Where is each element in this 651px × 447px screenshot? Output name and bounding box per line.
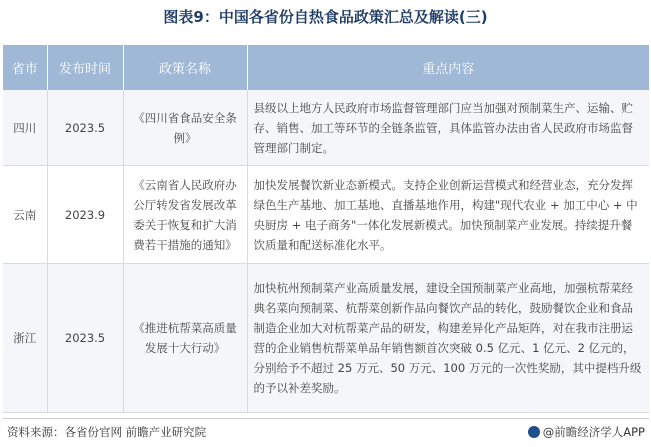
- brand-credit: [528, 424, 645, 440]
- table-row: [3, 264, 649, 413]
- header-policy: 政策名称: [123, 45, 247, 90]
- cell-policy: 《四川省食品安全条例》: [123, 90, 247, 166]
- source-note: 资料来源：各省份官网 前瞻产业研究院: [7, 425, 207, 439]
- table-header-row: [3, 45, 649, 90]
- cell-province: 云南: [3, 166, 47, 264]
- brand-text: @前瞻经济学人APP: [542, 425, 645, 439]
- cell-content: 加快发展餐饮新业态新模式。支持企业创新运营模式和经营业态，充分发挥绿色生产基地、加工基地、直播基地作用，构建"现代农业 + 加工中心 + 中央厨房 + 电子商务"一体化发展新模式。加快预制菜产业发展。持续提升餐饮质量和配送标准化水平。: [247, 166, 649, 264]
- cell-date: 2023.5: [47, 90, 123, 166]
- header-content: 重点内容: [247, 45, 649, 90]
- page-title: 图表9：中国各省份自热食品政策汇总及解读(三): [163, 8, 488, 26]
- footer: [3, 418, 649, 439]
- cell-province: 四川: [3, 90, 47, 166]
- cell-province: 浙江: [3, 264, 47, 413]
- policy-table: [3, 45, 649, 413]
- cell-content: 县级以上地方人民政府市场监督管理部门应当加强对预制菜生产、运输、贮存、销售、加工等环节的全链条监管，具体监管办法由省人民政府市场监督管理部门制定。: [247, 90, 649, 166]
- header-province: 省市: [3, 45, 47, 90]
- cell-date: 2023.5: [47, 264, 123, 413]
- cell-date: 2023.9: [47, 166, 123, 264]
- cell-policy: 《云南省人民政府办公厅转发省发展改革委关于恢复和扩大消费若干措施的通知》: [123, 166, 247, 264]
- cell-content: 加快杭州预制菜产业高质量发展，建设全国预制菜产业高地，加强杭帮菜经典名菜向预制菜、杭帮菜创新作品向餐饮产品的转化，鼓励餐饮企业和食品制造企业加大对杭帮菜产品的研发，构建差异化产品矩阵，对在我市注册运营的企业销售杭帮菜单品年销售额首次突破 0.5 亿元、1 亿元、2 亿元的，分别给予不超过 25 万元、50 万元、100 万元的一次性奖励，其中提档升级的予以补差奖励。: [247, 264, 649, 413]
- cell-policy: 《推进杭帮菜高质量发展十大行动》: [123, 264, 247, 413]
- brand-logo-icon: [528, 426, 540, 438]
- header-date: 发布时间: [47, 45, 123, 90]
- table-row: [3, 90, 649, 166]
- table-row: [3, 166, 649, 264]
